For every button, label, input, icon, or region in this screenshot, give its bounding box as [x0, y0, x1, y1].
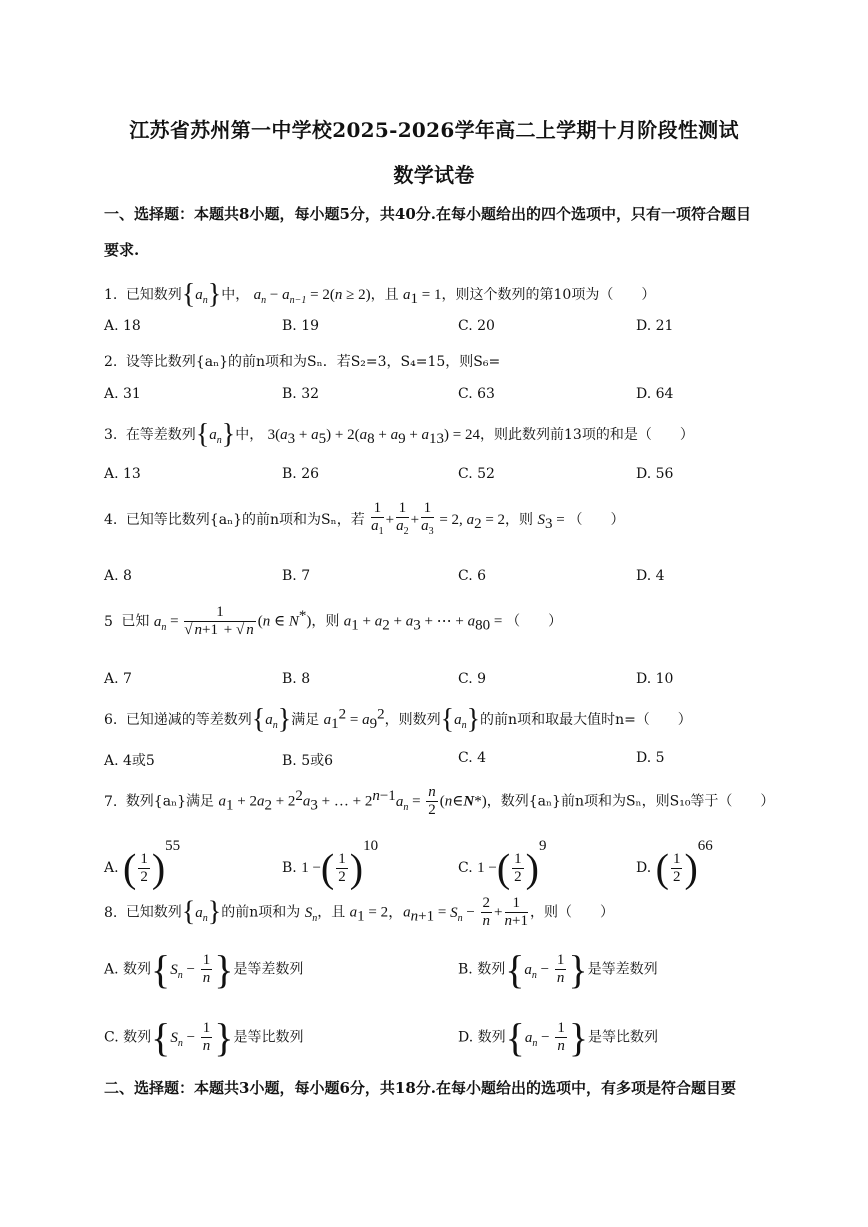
- option-c[interactable]: C. 52: [458, 466, 495, 482]
- option-a[interactable]: A. ( $\frac{1}{2}$ )$^{55}$: [104, 838, 181, 891]
- exam-subtitle: 数学试卷: [393, 163, 475, 187]
- option-a[interactable]: A. 18: [104, 318, 141, 334]
- option-d[interactable]: D. 10: [636, 671, 674, 687]
- option-d[interactable]: D. 21: [636, 318, 674, 334]
- question-2: [104, 351, 500, 371]
- option-d[interactable]: D. 64: [636, 386, 674, 402]
- question-text: ，且: [370, 287, 399, 303]
- question-text: 已知数列: [125, 904, 182, 921]
- option-a[interactable]: A. 7: [104, 671, 132, 687]
- question-number: 3.: [104, 427, 118, 443]
- question-text: ，则此数列前13项的和是（ ）: [480, 427, 694, 443]
- option-c[interactable]: C. 20: [458, 318, 495, 334]
- question-text: 中，: [221, 287, 250, 303]
- question-number: 4.: [104, 512, 118, 528]
- option-b[interactable]: B. 1 −( $\frac{1}{2}$ )$^{10}$: [282, 838, 379, 891]
- question-text: ，数列{aₙ}前n项和为Sₙ，则S₁₀等于（ ）: [486, 793, 775, 810]
- option-d[interactable]: D. 数列{$a_n$ − $\frac{1}{n}$ }是等比数列: [458, 1015, 659, 1060]
- question-8: 8. 已知数列$\{a_n\}$的前n项和为 $S_n$，且 $a_1 = 2$，$a_{n+1} = S_n$ − $\frac{2}{n}$ + $\frac{1}{n+1}$ ，则（ ）: [104, 895, 614, 929]
- question-6: 6. 已知递减的等差数列$\{a_n\}$满足 $a_1^2 = a_9^2$，则数列$\{a_n\}$的前n项和取最大值时n=（ ）: [104, 704, 692, 735]
- option-c[interactable]: C. 数列{$S_n$ − $\frac{1}{n}$ }是等比数列: [104, 1015, 304, 1060]
- question-text: （ ）: [506, 613, 563, 630]
- question-text: 设等比数列{aₙ}的前n项和为Sₙ．若S₂=3，S₄=15，则S₆=: [125, 354, 501, 370]
- option-b[interactable]: B. 8: [282, 671, 311, 687]
- option-d[interactable]: D. 4: [636, 568, 665, 584]
- option-b[interactable]: B. 19: [282, 318, 320, 334]
- question-text: （ ）: [568, 512, 625, 528]
- question-text: 已知数列: [125, 287, 182, 303]
- question-1: 1. 已知数列$\{a_n\}$中， $a_n - a_{n-1} = 2(n \ge 2)$，且 $a_1 = 1$，则这个数列的第10项为（ ）: [104, 279, 656, 310]
- option-c[interactable]: C. 63: [458, 386, 495, 402]
- question-text: 已知: [121, 613, 150, 630]
- question-text: 已知递减的等差数列: [125, 712, 252, 728]
- section-two-heading: 二、选择题：本题共3小题，每小题6分，共18分.在每小题给出的选项中，有多项是符合题目要: [104, 1079, 736, 1097]
- question-text: 的前n项和取最大值时n=（ ）: [480, 712, 692, 728]
- question-text: 数列{aₙ}满足: [125, 793, 215, 810]
- question-text: 的前n项和为: [221, 904, 301, 921]
- option-d[interactable]: D. 5: [636, 750, 665, 766]
- question-text: 在等差数列: [125, 427, 196, 443]
- option-c[interactable]: C. 4: [458, 750, 487, 766]
- option-b[interactable]: B. 5或6: [282, 753, 334, 769]
- question-number: 1.: [104, 287, 118, 303]
- question-number: 2.: [104, 354, 118, 370]
- question-number: 6.: [104, 712, 118, 728]
- option-c[interactable]: C. 9: [458, 671, 487, 687]
- question-text: ，则: [505, 512, 534, 528]
- option-a[interactable]: A. 31: [104, 386, 141, 402]
- question-number: 5: [104, 613, 113, 630]
- option-b[interactable]: B. 数列{$a_n$ − $\frac{1}{n}$ }是等差数列: [458, 947, 658, 992]
- option-a[interactable]: A. 4或5: [104, 753, 155, 769]
- option-c[interactable]: C. 1 −( $\frac{1}{2}$ )$^9$: [458, 838, 547, 891]
- option-a[interactable]: A. 8: [104, 568, 132, 584]
- option-c[interactable]: C. 6: [458, 568, 487, 584]
- option-b[interactable]: B. 32: [282, 386, 320, 402]
- question-text: ，则数列: [384, 712, 441, 728]
- question-text: ，则: [311, 613, 340, 630]
- option-b[interactable]: B. 26: [282, 466, 320, 482]
- question-text: ，且: [317, 904, 346, 921]
- question-text: 中，: [235, 427, 264, 443]
- section-one-heading: 一、选择题：本题共8小题，每小题5分，共40分.在每小题给出的四个选项中，只有一项符合题目要求.: [104, 205, 751, 259]
- question-number: 8.: [104, 904, 118, 921]
- question-text: 已知等比数列{aₙ}的前n项和为Sₙ，若: [125, 512, 365, 528]
- question-text: ，则（ ）: [529, 904, 614, 921]
- question-5: 5 已知 $a_n$ = $\frac{1}{√ n+1 + √ n}$ (n ∈ N*)，则 $a_1 + a_2 + a_3$ + ⋯ + $a_{80}$ = （ ）: [104, 604, 563, 638]
- question-number: 7.: [104, 793, 118, 810]
- option-a[interactable]: A. 13: [104, 466, 141, 482]
- option-a[interactable]: A. 数列{$S_n$ − $\frac{1}{n}$ }是等差数列: [104, 947, 304, 992]
- option-b[interactable]: B. 7: [282, 568, 311, 584]
- question-4: 4. 已知等比数列{aₙ}的前n项和为Sₙ，若 $\frac{1}{a_1}$ + $\frac{1}{a_2}$ + $\frac{1}{a_3}$ = 2, $a_2 = 2$，则 $S_3$ = （ ）: [104, 500, 625, 537]
- question-3: 3. 在等差数列$\{a_n\}$中， $3(a_3 + a_5) + 2(a_8 + a_9 + a_{13}) = 24$，则此数列前13项的和是（ ）: [104, 419, 694, 450]
- question-text: 满足: [291, 712, 320, 728]
- question-text: ，则这个数列的第10项为（ ）: [441, 287, 656, 303]
- exam-title: 江苏省苏州第一中学校2025-2026学年高二上学期十月阶段性测试: [129, 118, 739, 142]
- option-d[interactable]: D. ( $\frac{1}{2}$ )$^{66}$: [636, 838, 713, 891]
- question-7: 7. 数列{aₙ}满足 $a_1 + 2a_2 + 2^2a_3$ + … + $2^{n-1}a_n$ = $\frac{n}{2}$ (n∈N*)，数列{aₙ}前n项和为Sₙ，则S₁₀等于（ ）: [104, 784, 775, 818]
- option-d[interactable]: D. 56: [636, 466, 674, 482]
